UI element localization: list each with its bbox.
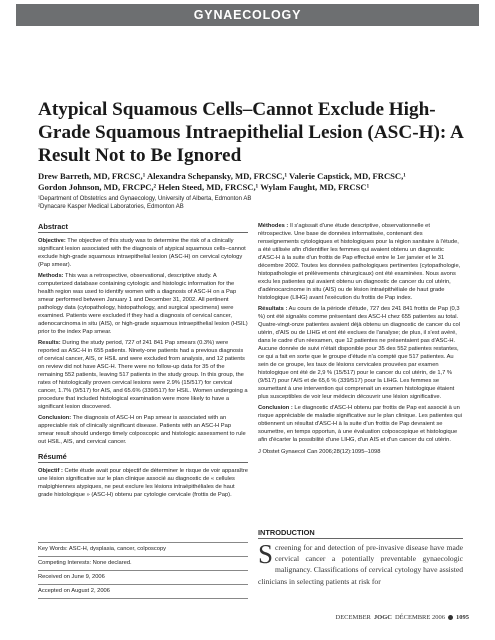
authors-line-1: Drew Barreth, MD, FRCSC,¹ Alexandra Schepansky, MD, FRCSC,¹ Valerie Capstick, MD, FRCSC,¹ [38, 171, 406, 181]
citation: J Obstet Gynaecol Can 2006;28(12):1095–1098 [258, 449, 381, 455]
resume-conclusion [258, 404, 463, 444]
results-text: During the study period, 727 of 241 841 Pap smears (0.3%) were reported as ASC-H in 655 patients. Ninety-one patients had a previous diagnosis of cervical cancer, AIS, or HSIL and were excluded from analysis, and 12 patients on review did not have ASC-H. There were no follow-up data for 35 of the remaining 552 patients, leaving 517 patients in the study group. In this group, the rates of histologically proven cervical lesions were 2.9% (15/517) for cervical cancer, 1.7% (9/517) for AIS, and 65.6% (339/517) for HSIL. Women undergoing a procedure that included histological examination were more likely to have a significant lesion discovered. [38, 340, 248, 410]
page-number: 1095 [456, 614, 469, 621]
abstract-methods [38, 272, 248, 336]
objective-label: Objective: [38, 238, 66, 244]
author-list [38, 171, 468, 193]
introduction-text: creening for and detection of pre-invasive disease have made cervical cancer a potentially preventable gynaecologic malignancy. Classifications of cervical cytology have assisted clinicians in selecting patients at risk for [258, 543, 463, 586]
abstract-heading: Abstract [38, 222, 248, 233]
keywords: Key Words: ASC-H, dysplasia, cancer, colposcopy [38, 542, 248, 556]
introduction-body [258, 539, 463, 587]
methodes-label: Méthodes : [258, 223, 289, 229]
affiliation-2: ²Dynacare Kasper Medical Laboratories, Edmonton AB [38, 204, 184, 210]
footer-month-fr: DÉCEMBRE 2006 [394, 614, 445, 621]
resume-objectif [38, 467, 248, 499]
affiliations [38, 195, 468, 211]
results-label: Results: [38, 340, 61, 346]
abstract-conclusion [38, 414, 248, 446]
bullet-separator [448, 615, 453, 620]
article-metadata-box [38, 542, 248, 599]
footer-month: DECEMBER [335, 614, 371, 621]
resume-conclusion-text: Le diagnostic d'ASC-H obtenu par frottis de Pap est associé à un risque appréciable de maladie significative sur le plan clinique. Les patientes qui obtiennent un résultat d'ASC-H à la suite d'un frottis de Pap devraient se soumettre, en temps opportun, à une évaluation colposcopique et histologique afin d'écarter la possibilité d'une LIHG, d'un AIS et d'un cancer du col utérin. [258, 405, 462, 443]
affiliation-1: ¹Department of Obstetrics and Gynaecology, University of Alberta, Edmonton AB [38, 196, 252, 202]
authors-line-2: Gordon Johnson, MD, FRCPC,² Helen Steed, MD, FRCSC,¹ Wylam Faught, MD, FRCSC¹ [38, 182, 370, 192]
drop-cap: S [258, 539, 274, 569]
resume-heading: Résumé [38, 452, 248, 463]
resume-column [258, 222, 463, 459]
abstract-results [38, 339, 248, 411]
resume-resultats [258, 305, 463, 401]
received-date: Received on June 9, 2006 [38, 570, 248, 584]
conclusion-label: Conclusion: [38, 415, 72, 421]
section-header [0, 0, 495, 30]
methods-text: This was a retrospective, observational, descriptive study. A computerized database containing cytologic and histologic information for the health region was used to identify women with a diagnosis of ASC-H on a Pap smear performed between January 1 and December 31, 2002. All pertinent pathology data (cytopathology, histopathology, and surgical specimens) were examined. Patients were excluded if they had a diagnosis of cervical cancer, adenocarcinoma in situ (AIS), or high-grade squamous intraepithelial lesion (HSIL) prior to the index Pap smear. [38, 273, 248, 335]
resume-conclusion-label: Conclusion : [258, 405, 293, 411]
section-label: GYNAECOLOGY [16, 4, 479, 26]
objective-text: The objective of this study was to determine the risk of a clinically significant lesion associated with the diagnosis of atypical squamous cells–cannot exclude high-grade squamous intraepithelial lesion (ASC-H) on cervical cytology (Pap smear). [38, 238, 246, 268]
abstract-column [38, 222, 248, 502]
objectif-label: Objectif : [38, 468, 63, 474]
resultats-text: Au cours de la période d'étude, 727 des 241 841 frottis de Pap (0,3 %) ont été signalés comme présentant des ASC-H chez 655 patientes au total. Quatre-vingt-onze patientes avaient déjà obtenu un diagnostic de cancer du col utérin, d'AIS ou de LIHG et ont été exclues de l'analyse; de plus, il s'est avéré, dans le cadre d'un réexamen, que 12 patientes ne présentaient pas d'ASC-H. Aucune donnée de suivi n'était disponible pour 35 des 552 patientes restantes, ce qui a fait en sorte que le groupe d'étude n'a compté que 517 patientes. Au sein de ce groupe, les taux de lésions cervicales prouvées par examen histologique ont été de 2,9 % (15/517) pour le cancer du col utérin, de 1,7 % (9/517) pour l'AIS et de 65,6 % (339/517) pour la LIHG. Les femmes se soumettant à une intervention qui comprenait un examen histologique étaient plus susceptibles de voir leur médecin découvrir une lésion significative. [258, 306, 461, 400]
footer-journal: JOGC [373, 614, 392, 621]
competing-interests: Competing Interests: None declared. [38, 556, 248, 570]
page-footer [336, 614, 470, 621]
article-title: Atypical Squamous Cells–Cannot Exclude High-Grade Squamous Intraepithelial Lesion (ASC-H): A Result Not to Be Ignored [38, 99, 463, 166]
accepted-date: Accepted on August 2, 2006 [38, 584, 248, 599]
objectif-text: Cette étude avait pour objectif de déterminer le risque de voir apparaître une lésion significative sur le plan clinique associé au diagnostic de « cellules malpighiennes atypiques, ne peut exclure les lésions intraépithéliales de haut grade histologique » (ASC-H) obtenu par cytologie cervicale (frottis de Pap). [38, 468, 248, 498]
abstract-objective [38, 237, 248, 269]
resultats-label: Résultats : [258, 306, 288, 312]
methods-label: Methods: [38, 273, 64, 279]
conclusion-text: The diagnosis of ASC-H on Pap smear is associated with an appreciable risk of clinically significant disease. Patients with an ASC-H Pap smear result should undergo timely colposcopic and histologic assessment to rule out HSIL, AIS, and cervical cancer. [38, 415, 246, 445]
methodes-text: Il s'agissait d'une étude descriptive, observationnelle et rétrospective. Une base de données informatisée, contenant des renseignements cytologiques et histologiques pour la région sanitaire à l'étude, a été utilisée afin d'identifier les femmes qui avaient obtenu un diagnostic d'ASC-H à la suite d'un frottis de Pap effectué entre le 1er janvier et le 31 décembre 2002. Toutes les données pathologiques pertinentes (cytopathologie, histopathologie et prélèvements chirurgicaux) ont été examinées. Nous avons exclu les patientes qui avaient obtenu un diagnostic de cancer du col utérin, d'adénocarcinome in situ (AIS) ou de lésion intraépithéliale de haut grade histologique (LIHG) avant l'exécution du frottis de Pap index. [258, 223, 461, 301]
resume-methodes [258, 222, 463, 302]
introduction-heading: INTRODUCTION [258, 528, 463, 539]
